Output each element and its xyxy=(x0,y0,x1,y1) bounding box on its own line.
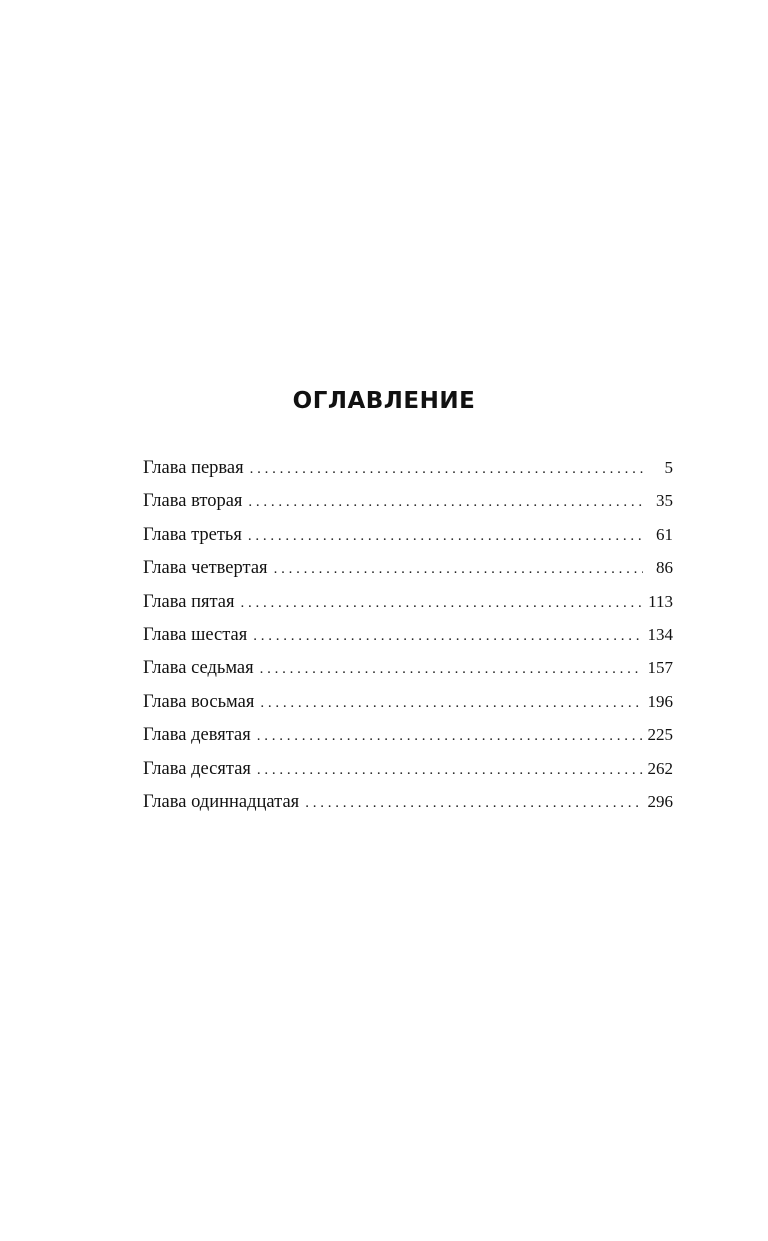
toc-entry xyxy=(143,491,673,524)
toc-dot-leader xyxy=(260,695,643,712)
toc-entry-label: Глава четвертая xyxy=(143,558,268,579)
toc-entry xyxy=(143,625,673,658)
toc-entry-label: Глава вторая xyxy=(143,491,243,512)
toc-entry-label: Глава одиннадцатая xyxy=(143,791,300,812)
toc-entry-label: Глава девятая xyxy=(143,725,251,746)
toc-entry xyxy=(143,525,673,558)
toc-entry-label: Глава шестая xyxy=(143,624,248,645)
toc-entry-label: Глава пятая xyxy=(143,591,235,612)
toc-dot-leader xyxy=(250,461,643,478)
toc-dot-leader xyxy=(260,661,643,678)
toc-dot-leader xyxy=(274,561,643,578)
toc-entry xyxy=(143,792,673,825)
toc-entry-page: 113 xyxy=(648,591,673,611)
toc-entry-page: 134 xyxy=(647,624,673,644)
toc-entry-page: 262 xyxy=(647,758,673,778)
toc-entry xyxy=(143,458,673,491)
toc-entry-label: Глава десятая xyxy=(143,758,251,779)
toc-entry-label: Глава восьмая xyxy=(143,691,255,712)
toc-entry-page: 225 xyxy=(647,725,673,745)
toc-entry-page: 61 xyxy=(656,524,673,544)
toc-dot-leader xyxy=(253,628,643,645)
toc-dot-leader xyxy=(248,528,643,545)
toc-dot-leader xyxy=(257,762,643,779)
toc-entry-page: 196 xyxy=(647,691,673,711)
toc-dot-leader xyxy=(248,494,643,511)
toc-entry-page: 5 xyxy=(664,458,673,477)
toc-entry xyxy=(143,558,673,591)
toc-entry xyxy=(143,592,673,625)
toc-dot-leader xyxy=(305,795,643,812)
toc-entry-label: Глава седьмая xyxy=(143,658,254,679)
toc-entry-page: 296 xyxy=(647,791,673,811)
toc-title: ОГЛАВЛЕНИЕ xyxy=(292,388,476,414)
toc-entry xyxy=(143,725,673,758)
toc-entry-page: 157 xyxy=(647,658,673,678)
toc-entry xyxy=(143,759,673,792)
toc-dot-leader xyxy=(241,595,643,612)
toc-entry-label: Глава первая xyxy=(143,458,244,478)
toc-entry-page: 86 xyxy=(656,558,673,578)
toc-dot-leader xyxy=(257,728,643,745)
toc-entry xyxy=(143,658,673,691)
toc-list xyxy=(143,458,673,825)
toc-entry xyxy=(143,692,673,725)
toc-entry-page: 35 xyxy=(656,491,673,511)
toc-entry-label: Глава третья xyxy=(143,524,242,545)
